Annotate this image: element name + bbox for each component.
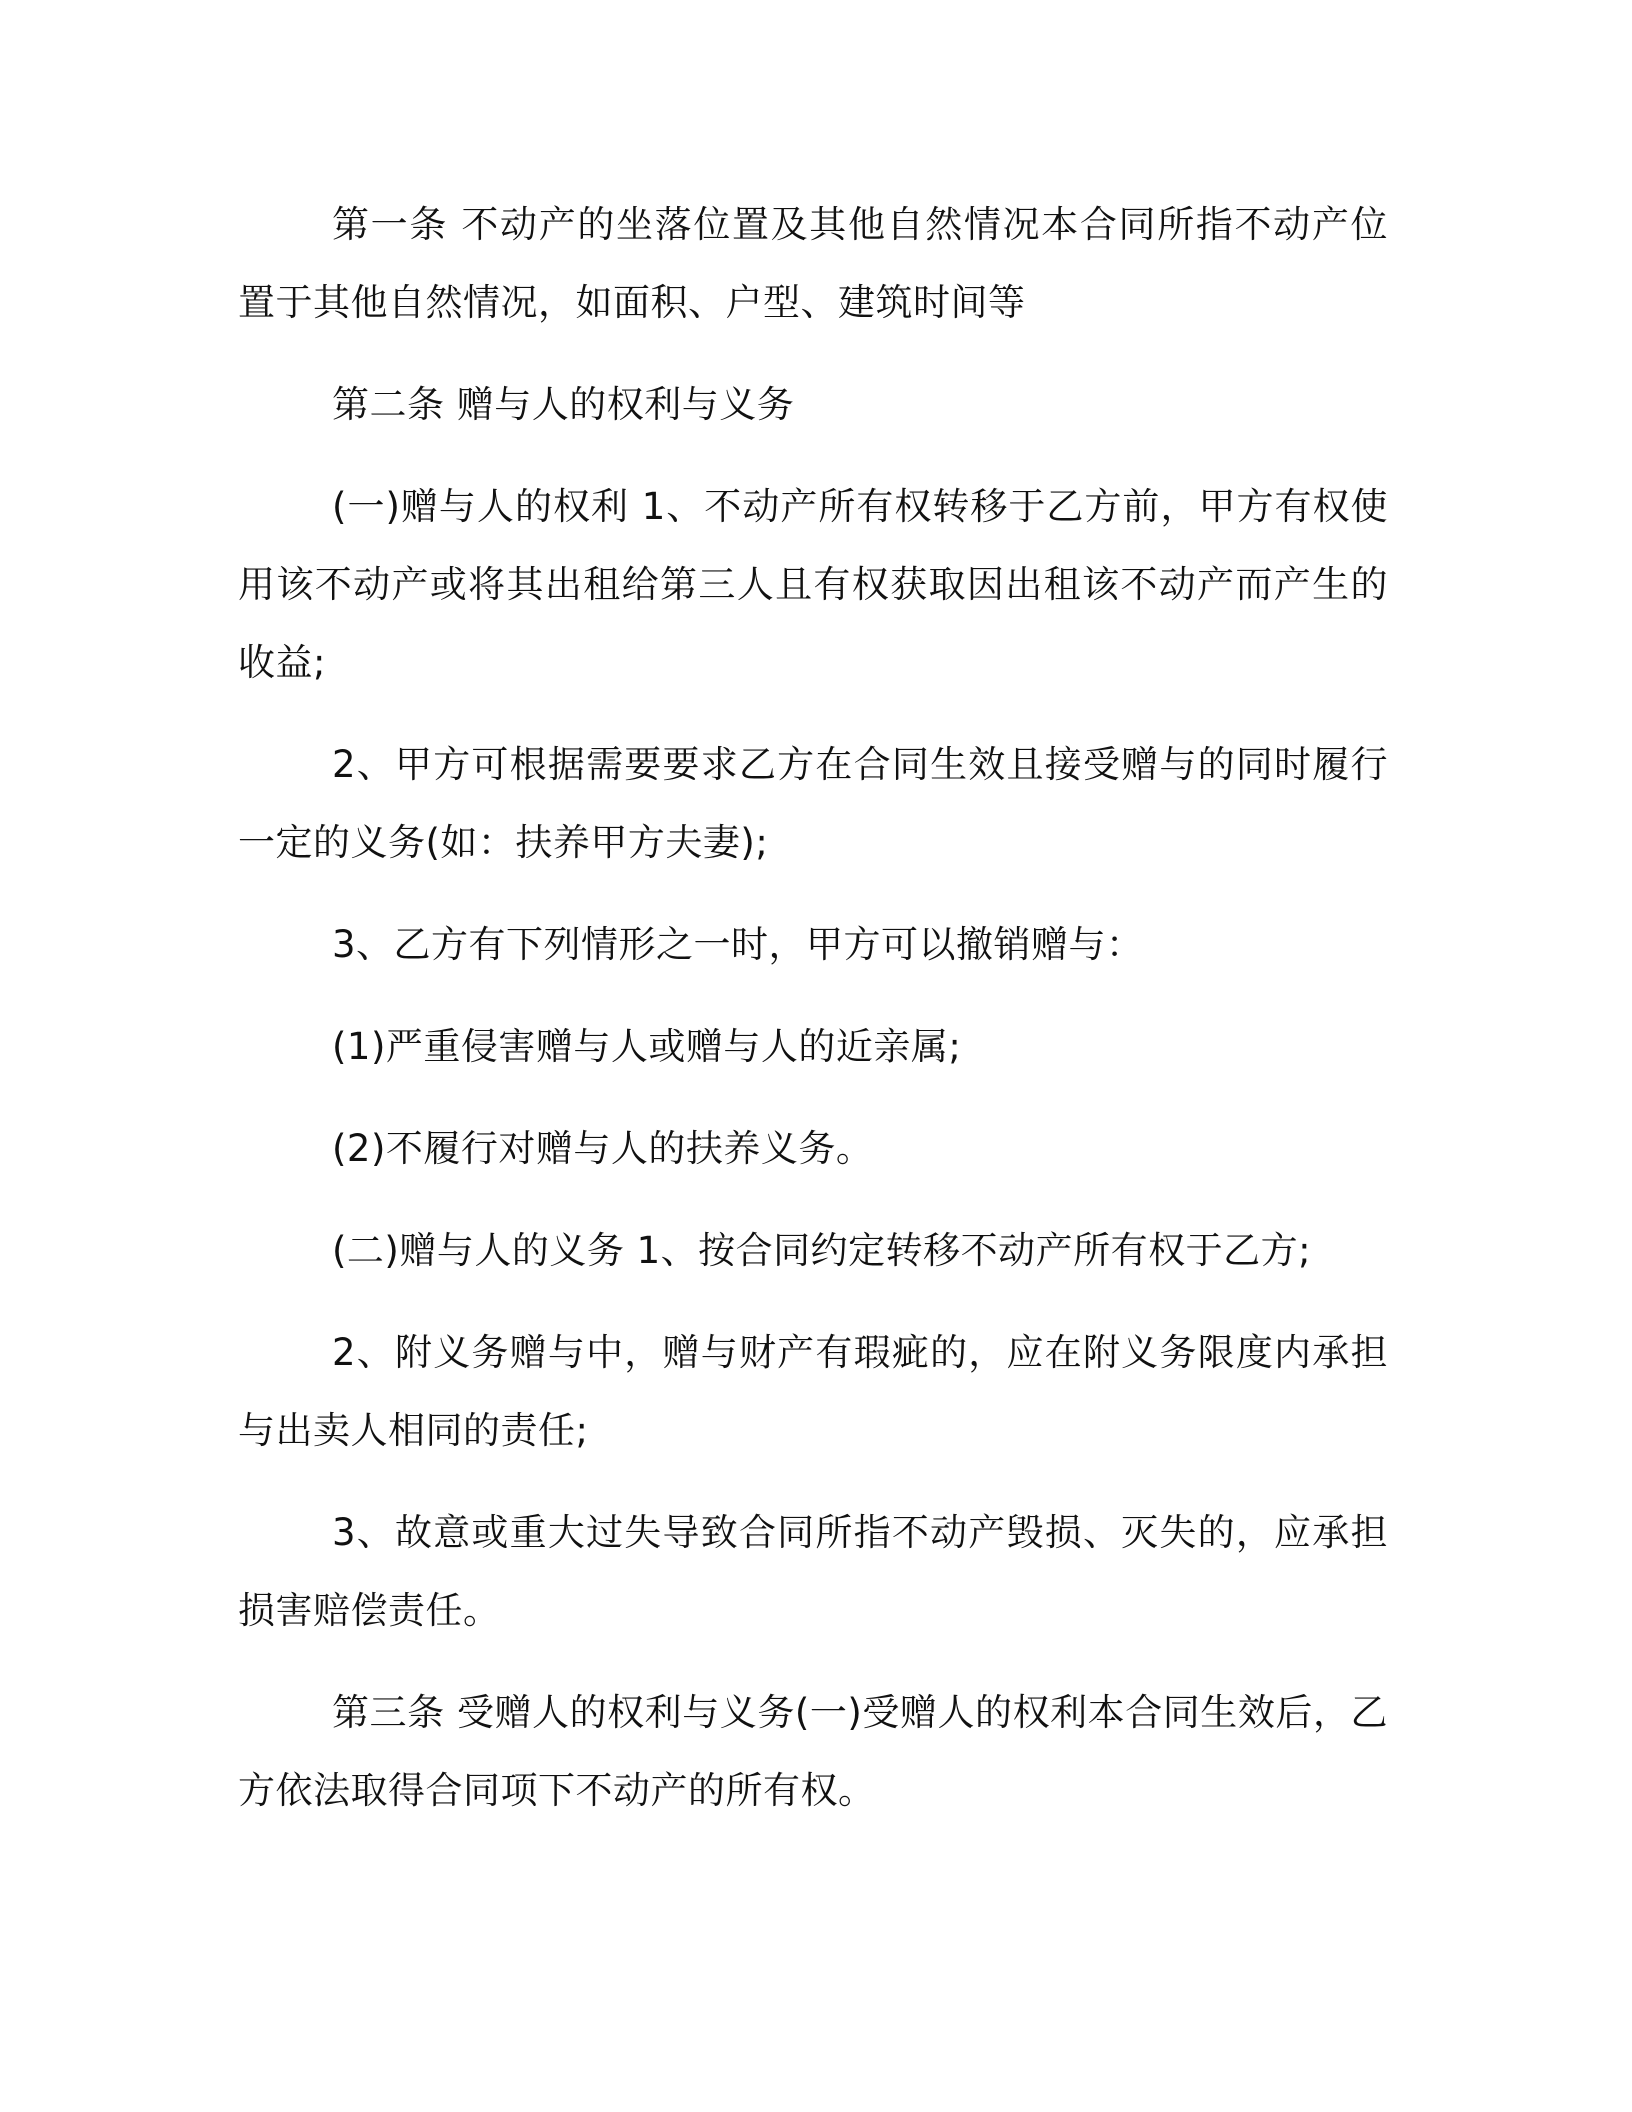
document-body — [238, 186, 1388, 1830]
article-1-location: 第一条 不动产的坐落位置及其他自然情况本合同所指不动产位置于其他自然情况，如面积、户型、建筑时间等 — [238, 203, 1388, 324]
revocation-condition-2: (2)不履行对赠与人的扶养义务。 — [332, 1127, 874, 1170]
donor-obligations-item-2: 2、附义务赠与中，赠与财产有瑕疵的，应在附义务限度内承担与出卖人相同的责任; — [238, 1331, 1388, 1452]
article-3-donee-rights: 第三条 受赠人的权利与义务(一)受赠人的权利本合同生效后，乙方依法取得合同项下不动产的所有权。 — [238, 1691, 1388, 1812]
donor-obligations-item-3: 3、故意或重大过失导致合同所指不动产毁损、灭失的，应承担损害赔偿责任。 — [238, 1511, 1388, 1632]
donor-rights-item-2: 2、甲方可根据需要要求乙方在合同生效且接受赠与的同时履行一定的义务(如：扶养甲方夫妻); — [238, 743, 1388, 864]
donor-obligations-item-1: (二)赠与人的义务 1、按合同约定转移不动产所有权于乙方; — [332, 1229, 1312, 1272]
donor-rights-item-3: 3、乙方有下列情形之一时，甲方可以撤销赠与： — [332, 923, 1144, 966]
donor-rights-item-1: (一)赠与人的权利 1、不动产所有权转移于乙方前，甲方有权使用该不动产或将其出租给第三人且有权获取因出租该不动产而产生的收益; — [238, 485, 1388, 684]
revocation-condition-1: (1)严重侵害赠与人或赠与人的近亲属; — [332, 1025, 962, 1068]
article-2-heading: 第二条 赠与人的权利与义务 — [332, 383, 795, 426]
